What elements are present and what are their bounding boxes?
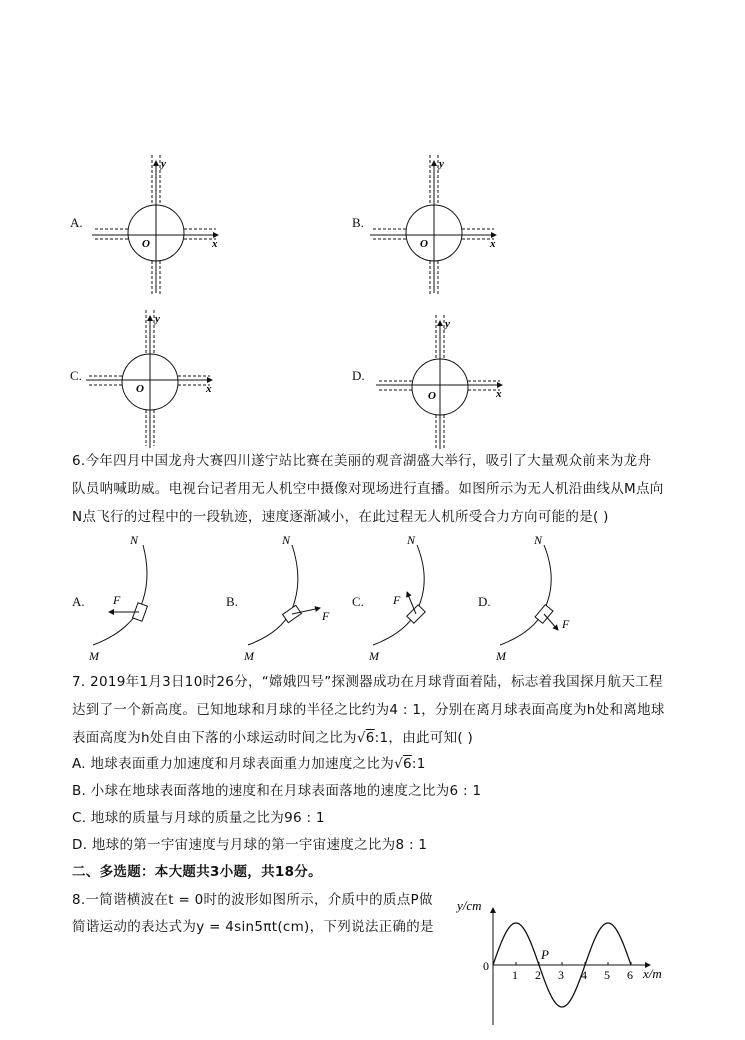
q5-option-b-letter: B.: [352, 215, 364, 230]
q6-option-d-letter: D.: [478, 594, 491, 609]
q6-option-d-diagram: [492, 530, 602, 665]
q5-option-a-diagram: [90, 155, 230, 295]
x-axis-label: x: [212, 238, 218, 250]
q7-option-b: B. 小球在地球表面落地的速度和在月球表面落地的速度之比为6 : 1: [72, 783, 482, 799]
x-tick-label: 5: [604, 968, 610, 982]
y-axis-label: y: [155, 313, 160, 325]
origin-label: O: [136, 383, 144, 395]
q7-line-3-text: 表面高度为h处自由下落的小球运动时间之比为: [72, 730, 357, 746]
q7-line-2: 达到了一个新高度。已知地球和月球的半径之比约为4 : 1，分别在离月球表面高度为h处和离地球: [72, 702, 665, 718]
force-label: F: [113, 593, 121, 607]
start-label: M: [496, 649, 506, 663]
q6-line-2: 队员呐喊助威。电视台记者用无人机空中摄像对现场进行直播。如图所示为无人机沿曲线从M点向: [72, 481, 664, 497]
force-label: F: [322, 609, 330, 623]
q6-line-1: 6.今年四月中国龙舟大赛四川遂宁站比赛在美丽的观音湖盛大举行，吸引了大量观众前来为龙舟: [72, 453, 652, 469]
x-tick-label: 6: [627, 968, 633, 982]
q5-option-a-letter: A.: [70, 215, 83, 230]
end-label: N: [407, 533, 416, 547]
q5-option-d-letter: D.: [352, 368, 365, 383]
q7-line-3-tail: :1，由此可知( ): [374, 730, 474, 746]
y-axis-label: y: [445, 318, 450, 330]
q7-option-a: [72, 755, 426, 773]
q6-line-3: N点飞行的过程中的一段轨迹，速度逐渐减小，在此过程无人机所受合力方向可能的是( ): [72, 509, 609, 525]
q6-option-b-diagram: [240, 530, 350, 665]
q7-line-1: 7. 2019年1月3日10时26分，“嫦娥四号”探测器成功在月球背面着陆，标志着我国探月航天工程: [72, 674, 663, 690]
force-label: F: [393, 593, 401, 607]
end-label: N: [534, 533, 543, 547]
q5-option-c-letter: C.: [70, 368, 82, 383]
x-axis-label: x: [496, 388, 502, 400]
x-tick-label: 3: [558, 968, 564, 982]
x-tick-label: 4: [581, 968, 587, 982]
y-axis-label: y: [439, 158, 444, 170]
q6-option-c-diagram: [365, 530, 465, 665]
q6-option-b-letter: B.: [226, 594, 238, 609]
q6-option-c-letter: C.: [352, 594, 364, 609]
sqrt-sign: √: [356, 730, 366, 746]
x-tick-label: 1: [512, 968, 518, 982]
origin-label: O: [420, 238, 428, 250]
start-label: M: [244, 649, 254, 663]
q7-option-a-text: A. 地球表面重力加速度和月球表面重力加速度之比为: [72, 756, 395, 772]
end-label: N: [130, 533, 139, 547]
q6-option-a-diagram: [85, 530, 185, 665]
start-label: M: [89, 649, 99, 663]
x-axis-label: x: [490, 238, 496, 250]
x-axis-title: x/m: [643, 966, 662, 981]
q6-options-row: [0, 530, 745, 665]
q7-option-a-tail: :1: [411, 756, 426, 772]
sqrt-sign: √: [394, 756, 403, 772]
wave-chart: [455, 890, 680, 1030]
point-p-label: P: [541, 947, 549, 962]
q7-option-c: C. 地球的质量与月球的质量之比为96 : 1: [72, 810, 325, 826]
y-axis-title: y/cm: [457, 898, 482, 913]
end-label: N: [282, 533, 291, 547]
q8-line-2: 简谐运动的表达式为y = 4sin5πt(cm)，下列说法正确的是: [72, 919, 434, 935]
sqrt-radicand: 6: [365, 730, 375, 746]
y-axis-label: y: [161, 158, 166, 170]
origin-label: O: [428, 390, 436, 402]
q5-option-c-diagram: [84, 310, 224, 450]
force-label: F: [562, 617, 570, 631]
start-label: M: [369, 649, 379, 663]
q5-option-d-diagram: [374, 315, 514, 450]
q5-option-b-diagram: [368, 155, 508, 295]
x-axis-label: x: [206, 383, 212, 395]
origin-label: 0: [483, 959, 489, 973]
x-tick-label: 2: [535, 968, 541, 982]
origin-label: O: [142, 238, 150, 250]
q7-line-3: [72, 729, 473, 747]
q7-option-d: D. 地球的第一宇宙速度与月球的第一宇宙速度之比为8 : 1: [72, 837, 428, 853]
sqrt-radicand: 6: [403, 756, 412, 772]
section-multiple-choice-heading: 二、多选题：本大题共3小题，共18分。: [72, 864, 322, 880]
q8-line-1: 8.一简谐横波在t = 0时的波形如图所示，介质中的质点P做: [72, 892, 433, 908]
q6-option-a-letter: A.: [72, 594, 85, 609]
